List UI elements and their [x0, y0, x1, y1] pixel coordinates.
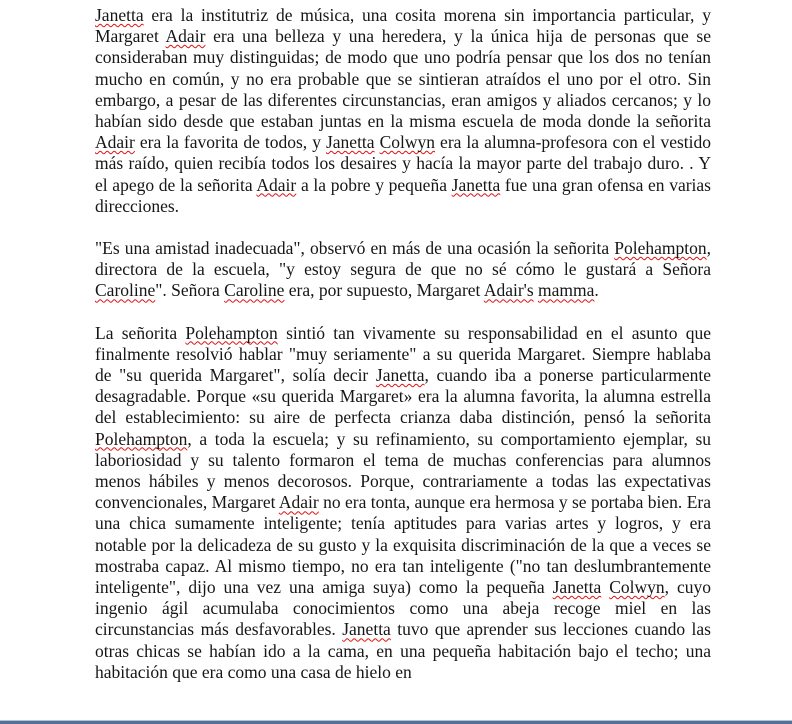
misspelled-word[interactable]: Colwyn — [379, 132, 436, 153]
misspelled-word[interactable]: Adair — [278, 492, 319, 513]
text-run: , cuyo ingenio ágil acumulaba conocimientos como una abeja recoge miel en las circunstancias más desfavorables. — [95, 577, 712, 640]
text-run: , cuando iba a ponerse particularmente desagradable. Porque «su querida Margaret» era la alumna favorita, la alumna estrella del establecimiento: su aire de perfecta crianza daba distinción, pensó la señorita — [95, 365, 711, 428]
misspelled-word[interactable]: Caroline — [95, 280, 156, 301]
misspelled-word[interactable]: Adair — [165, 26, 206, 47]
misspelled-word[interactable]: Adair's — [483, 280, 534, 301]
document-page[interactable] — [95, 5, 711, 683]
misspelled-word[interactable]: Adair — [95, 132, 135, 153]
misspelled-word[interactable]: Polehampton — [95, 428, 188, 449]
text-run: era la favorita de todos, y — [134, 132, 326, 153]
text-run: no era tonta, aunque era hermosa y se portaba bien. Era una chica sumamente inteligente; tenía aptitudes para varias artes y logros, y era notable por la delicadeza de su gusto y la exquisita discriminación de la que a veces se mostraba capaz. Al mismo tiempo, no era tan inteligente ("no tan deslumbrantemente inteligente", dijo una vez una amiga suya) como la pequeña — [95, 492, 711, 598]
text-run: era, por supuesto, Margaret — [284, 280, 484, 301]
window-bottom-edge — [0, 720, 792, 724]
misspelled-word[interactable]: Janetta — [375, 365, 425, 386]
paragraph — [95, 238, 711, 302]
paragraph — [95, 323, 711, 683]
text-run: era la institutriz de música, una cosita morena sin importancia particular, y Margaret — [95, 5, 711, 47]
misspelled-word[interactable]: mamma — [538, 280, 595, 301]
text-run: La señorita — [95, 322, 186, 343]
misspelled-word[interactable]: Polehampton — [614, 238, 707, 259]
text-run: "Es una amistad inadecuada", observó en más de una ocasión la señorita — [95, 238, 615, 259]
text-run: . — [594, 280, 599, 301]
text-run: era la alumna-profesora con el vestido más raído, quien recibía todos los desaires y hacía la mayor parte del trabajo duro. . Y el apego de la señorita — [95, 132, 711, 195]
text-run: era una belleza y una heredera, y la única hija de personas que se consideraban muy distinguidas; de modo que uno podría pensar que los dos no tenían mucho en común, y no era probable que se sintieran atraídos el uno por el otro. Sin embargo, a pesar de las diferentes circunstancias, eran amigos y aliados cercanos; y lo habían sido desde que estaban juntas en la misma escuela de moda donde la señorita — [95, 26, 711, 132]
text-run: sintió tan vivamente su responsabilidad en el asunto que finalmente resolvió hablar "muy seriamente" a su querida Margaret. Siempre hablaba de "su querida Margaret", solía decir — [95, 322, 711, 386]
text-run: tuvo que aprender sus lecciones cuando las otras chicas se habían ido a la cama, en una pequeña habitación bajo el techo; una habitación que era como una casa de hielo en — [95, 619, 711, 682]
misspelled-word[interactable]: Janetta — [325, 132, 375, 153]
text-run: , a toda la escuela; y su refinamiento, su comportamiento ejemplar, su laboriosidad y su talento formaron el tema de muchas conferencias para alumnos menos hábiles y menos decorosos. Porque, contrariamente a todas las expectativas convencionales, Margaret — [95, 428, 711, 513]
text-run — [601, 577, 609, 597]
misspelled-word[interactable]: Janetta — [552, 577, 602, 598]
text-run: a la pobre y pequeña — [296, 174, 452, 195]
misspelled-word[interactable]: Adair — [256, 174, 297, 195]
text-run: ". Señora — [155, 280, 225, 301]
misspelled-word[interactable]: Caroline — [224, 280, 285, 301]
paragraph — [95, 5, 711, 217]
misspelled-word[interactable]: Janetta — [451, 174, 501, 195]
misspelled-word[interactable]: Janetta — [342, 619, 391, 640]
text-run: fue una gran ofensa en varias direcciones. — [95, 174, 711, 216]
misspelled-word[interactable]: Polehampton — [185, 322, 278, 343]
text-run: , directora de la escuela, "y estoy segura de que no sé cómo le gustará a Señora — [95, 238, 711, 280]
misspelled-word[interactable]: Colwyn — [609, 577, 665, 598]
misspelled-word[interactable]: Janetta — [95, 5, 144, 25]
